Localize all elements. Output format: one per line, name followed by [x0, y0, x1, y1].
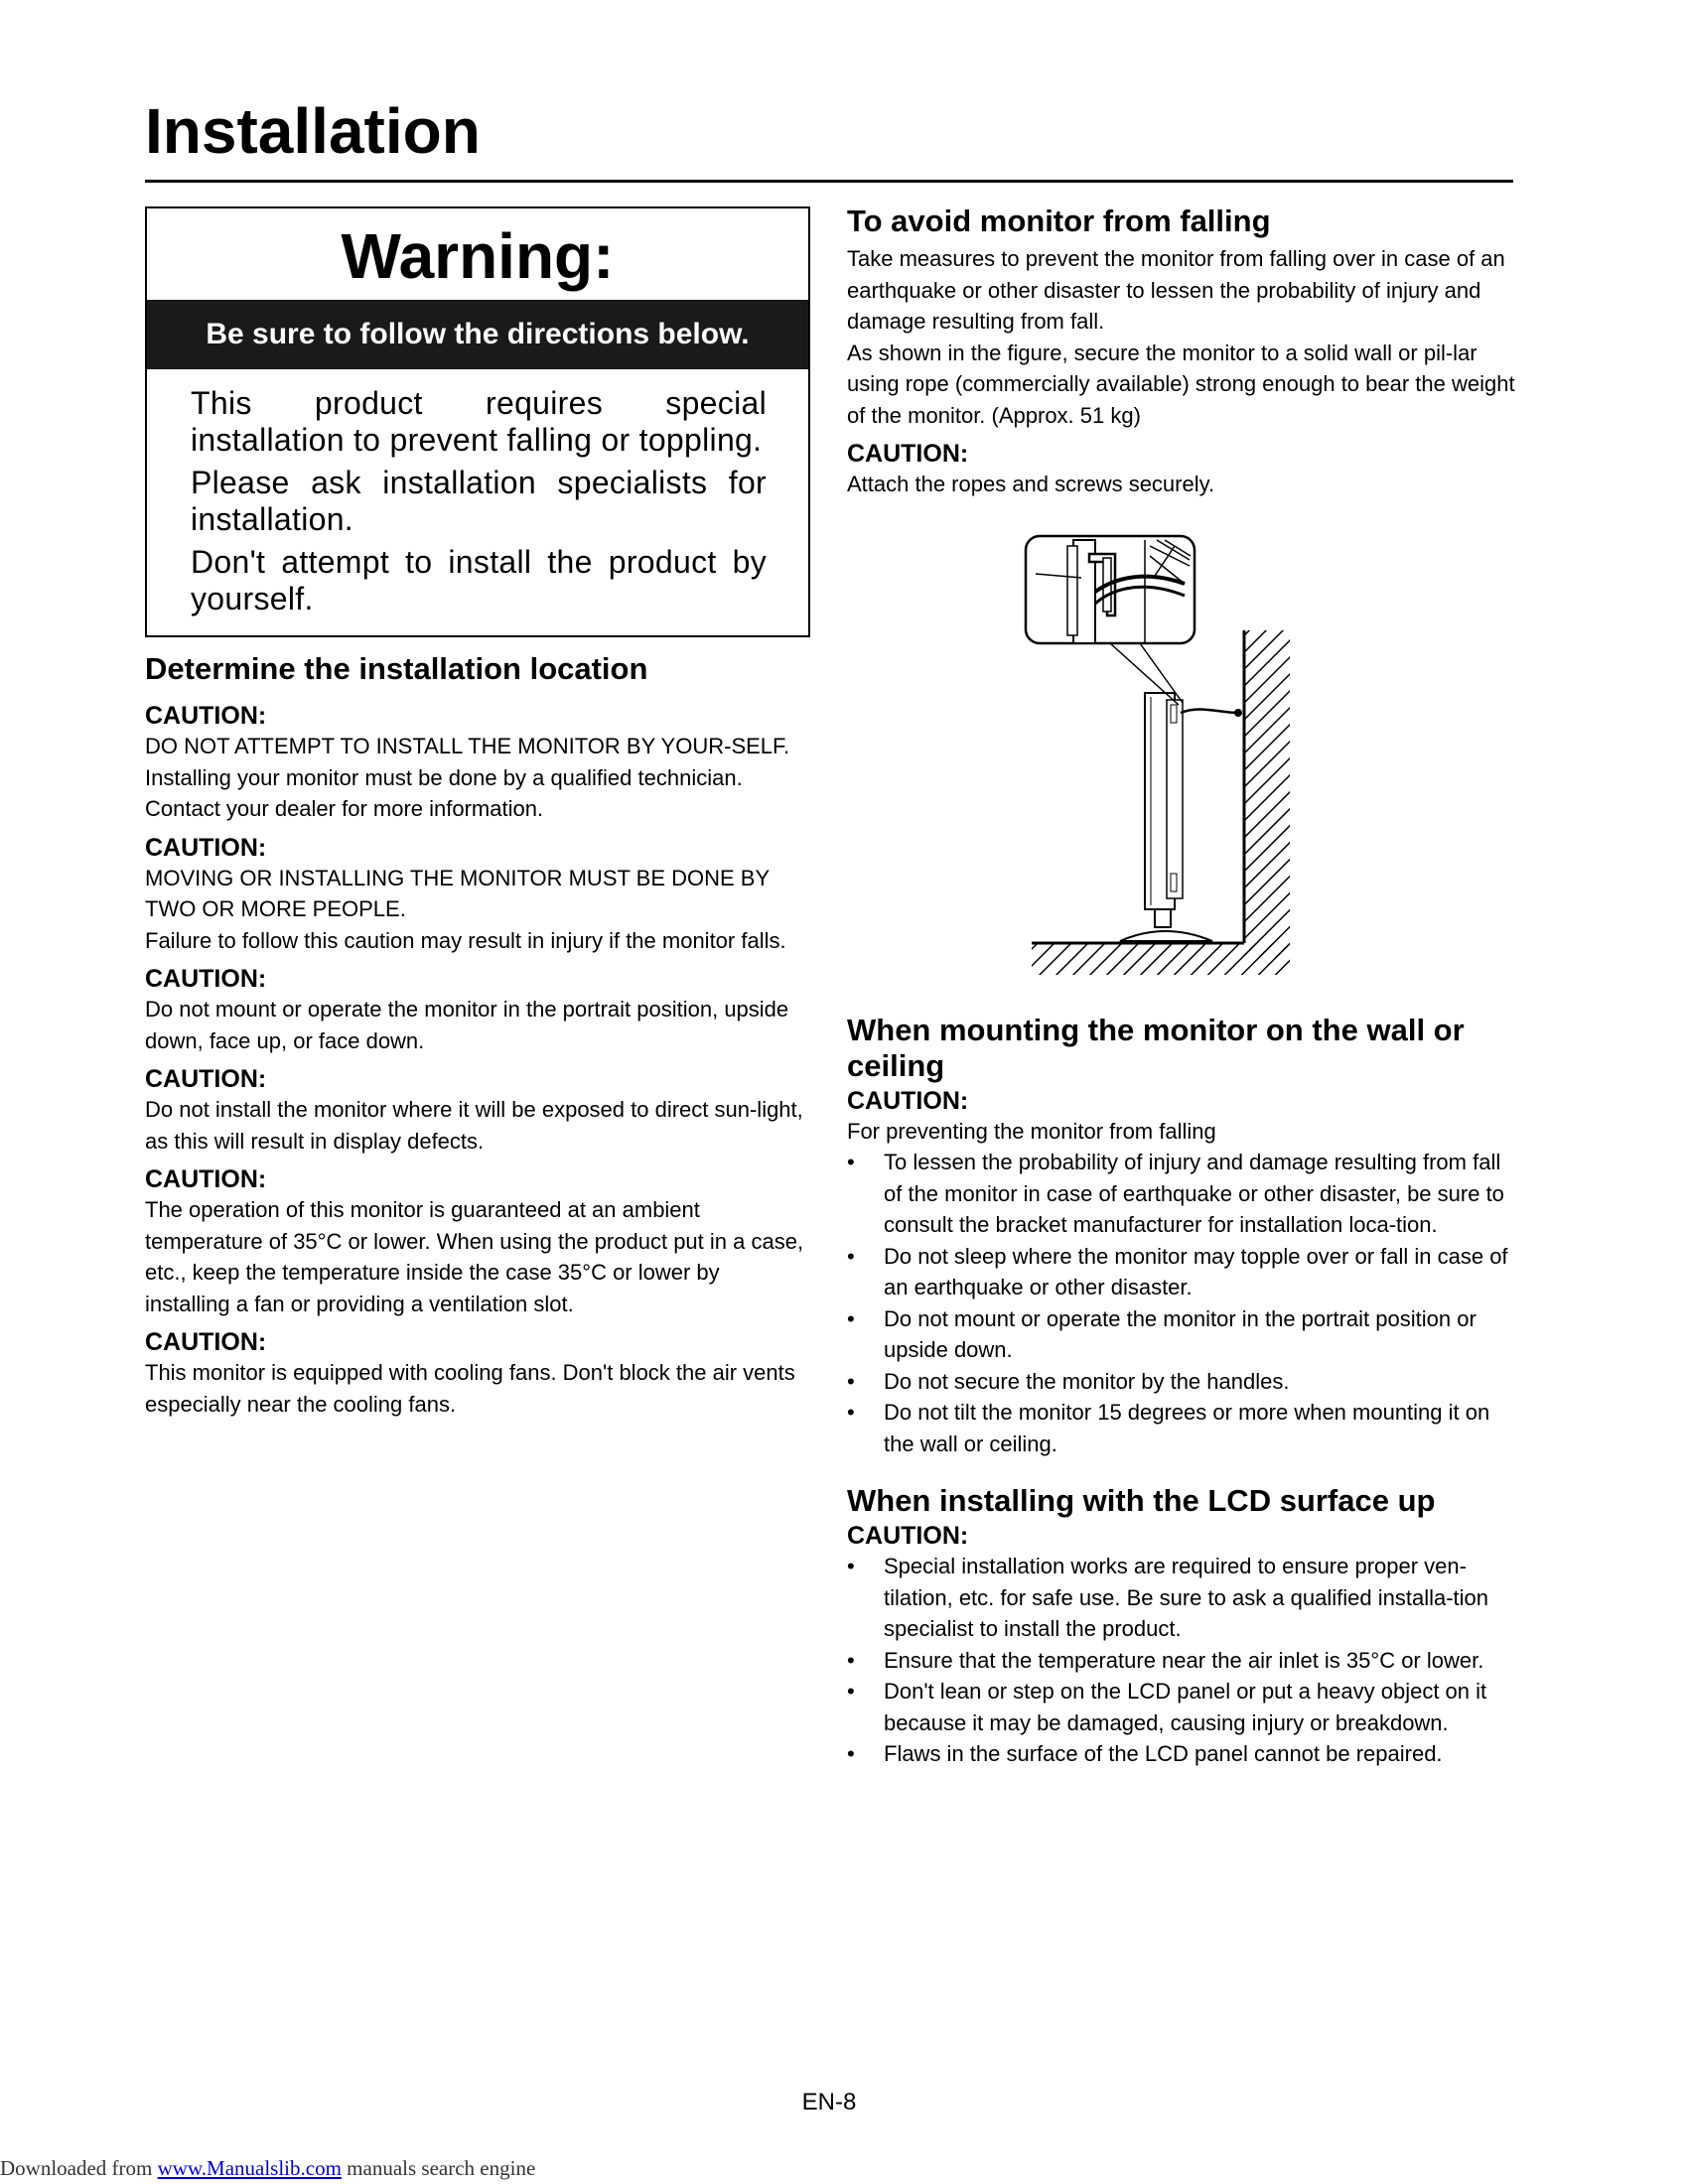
- lcd-section: [847, 1483, 1515, 1770]
- bullet-symbol: •: [847, 1554, 855, 1578]
- list-item: [847, 1241, 1515, 1303]
- wall-screw: [1234, 709, 1242, 717]
- caution-block: [145, 1327, 810, 1420]
- list-item: [847, 1147, 1515, 1241]
- handle: [1171, 705, 1177, 723]
- caution-label: CAUTION:: [847, 1086, 969, 1115]
- caution-text: Do not mount or operate the monitor in the portrait position, upside down, face up, or face down.: [145, 997, 789, 1053]
- monitor-rope-diagram: [847, 526, 1515, 993]
- caution-text: This monitor is equipped with cooling fans. Don't block the air vents especially near the cooling fans.: [145, 1360, 795, 1417]
- falling-section: [847, 204, 1515, 500]
- list-item: [847, 1303, 1515, 1366]
- bullet-text: Do not sleep where the monitor may topple over or fall in case of an earthquake or other disaster.: [884, 1243, 1508, 1299]
- warning-title: Warning:: [341, 220, 615, 292]
- list-item: [847, 1645, 1515, 1677]
- wall-intro: For preventing the monitor from falling: [847, 1118, 1216, 1144]
- caution-label: CAUTION:: [145, 965, 267, 993]
- floor-hatch: [1032, 943, 1290, 975]
- section-heading-location: Determine the installation location: [145, 651, 648, 686]
- list-item: [847, 1366, 1515, 1398]
- bullet-text: Do not mount or operate the monitor in the portrait position or upside down.: [884, 1305, 1477, 1362]
- bullet-symbol: •: [847, 1305, 855, 1331]
- bullet-symbol: •: [847, 1243, 855, 1269]
- section-heading-lcd: When installing with the LCD surface up: [847, 1483, 1436, 1518]
- falling-paragraph: Take measures to prevent the monitor from falling over in case of an earthquake or other disaster to lessen the probability of injury and damage resulting from fall.: [847, 246, 1505, 334]
- warning-banner: Be sure to follow the directions below.: [147, 300, 808, 369]
- rope-securing-illustration: [847, 526, 1515, 993]
- caution-text: DO NOT ATTEMPT TO INSTALL THE MONITOR BY YOUR-SELF. Installing your monitor must be done by a qualified technician. Contact your dealer for more information.: [145, 734, 790, 821]
- monitor-back: [1167, 700, 1183, 898]
- bullet-text: Do not tilt the monitor 15 degrees or more when mounting it on the wall or ceiling.: [884, 1400, 1490, 1456]
- footer-link[interactable]: www.Manualslib.com: [157, 2156, 342, 2180]
- caution-block: [145, 1064, 810, 1157]
- caution-label: CAUTION:: [847, 1522, 969, 1550]
- caution-label: CAUTION:: [145, 702, 267, 730]
- handle: [1171, 874, 1177, 891]
- bullet-text: Special installation works are required to ensure proper ven-tilation, etc. for safe use. Be sure to ask a qualified installa-tion specialist to install the product.: [884, 1554, 1488, 1641]
- zoom-panel-edge: [1067, 546, 1077, 635]
- caution-text: Attach the ropes and screws securely.: [847, 472, 1215, 496]
- caution-text: The operation of this monitor is guaranteed at an ambient temperature of 35°C or lower. When using the product put in a case, etc., keep the temperature inside the case 35°C or lower by installing a fan or providing a ventilation slot.: [145, 1197, 804, 1316]
- caution-block: [145, 833, 810, 957]
- wall-hatch: [1244, 630, 1290, 958]
- warning-body: [147, 369, 808, 635]
- section-heading-wall: When mounting the monitor on the wall or ceiling: [847, 1012, 1465, 1083]
- page-number: EN-8: [801, 2089, 857, 2116]
- page-title: Installation: [145, 95, 481, 167]
- caution-block: [145, 964, 810, 1056]
- bullet-symbol: •: [847, 1679, 855, 1704]
- caution-label: CAUTION:: [145, 1328, 267, 1356]
- caution-label: CAUTION:: [847, 440, 969, 468]
- warning-line: This product requires special installation to prevent falling or toppling.: [191, 385, 767, 458]
- bullet-symbol: •: [847, 1647, 855, 1673]
- warning-box: [145, 206, 810, 637]
- bullet-text: To lessen the probability of injury and damage resulting from fall of the monitor in case of earthquake or other disaster, be sure to consult the bracket manufacturer for installation loca-tion.: [884, 1150, 1504, 1237]
- bullet-symbol: •: [847, 1368, 855, 1394]
- list-item: [847, 1397, 1515, 1459]
- caution-text: MOVING OR INSTALLING THE MONITOR MUST BE DONE BY TWO OR MORE PEOPLE. Failure to follow this caution may result in injury if the monitor falls.: [145, 865, 786, 953]
- footer-prefix: Downloaded from: [0, 2156, 158, 2180]
- bullet-symbol: •: [847, 1150, 855, 1174]
- caution-text: Do not install the monitor where it will be exposed to direct sun-light, as this will result in display defects.: [145, 1097, 803, 1154]
- bullet-symbol: •: [847, 1741, 855, 1766]
- stand-base: [1120, 931, 1212, 941]
- wall-bullet-list: [847, 1147, 1515, 1459]
- rope: [1181, 709, 1238, 713]
- right-column: [847, 204, 1515, 1770]
- bullet-text: Do not secure the monitor by the handles.: [884, 1368, 1290, 1394]
- caution-block: [145, 1164, 810, 1319]
- left-column: [145, 206, 810, 1420]
- location-section: [145, 651, 810, 1420]
- title-divider: [145, 180, 1513, 183]
- list-item: [847, 1551, 1515, 1645]
- caution-label: CAUTION:: [145, 1165, 267, 1193]
- caution-block: [145, 701, 810, 825]
- bullet-symbol: •: [847, 1400, 855, 1425]
- caution-label: CAUTION:: [145, 1065, 267, 1093]
- section-heading-falling: To avoid monitor from falling: [847, 204, 1271, 238]
- list-item: [847, 1676, 1515, 1738]
- caution-label: CAUTION:: [145, 833, 267, 862]
- falling-paragraph: As shown in the figure, secure the monitor to a solid wall or pil-lar using rope (commercially available) strong enough to bear the weight of the monitor. (Approx. 51 kg): [847, 340, 1515, 428]
- bullet-text: Don't lean or step on the LCD panel or put a heavy object on it because it may be damaged, causing injury or breakdown.: [884, 1679, 1487, 1735]
- warning-line: Don't attempt to install the product by yourself.: [191, 544, 767, 616]
- bullet-text: Ensure that the temperature near the air inlet is 35°C or lower.: [884, 1647, 1484, 1673]
- bullet-text: Flaws in the surface of the LCD panel cannot be repaired.: [884, 1741, 1443, 1766]
- list-item: [847, 1738, 1515, 1770]
- download-footer: [0, 2156, 535, 2181]
- lcd-bullet-list: [847, 1551, 1515, 1770]
- warning-line: Please ask installation specialists for installation.: [191, 465, 767, 537]
- wall-section: [847, 1013, 1515, 1460]
- footer-suffix: manuals search engine: [341, 2156, 536, 2180]
